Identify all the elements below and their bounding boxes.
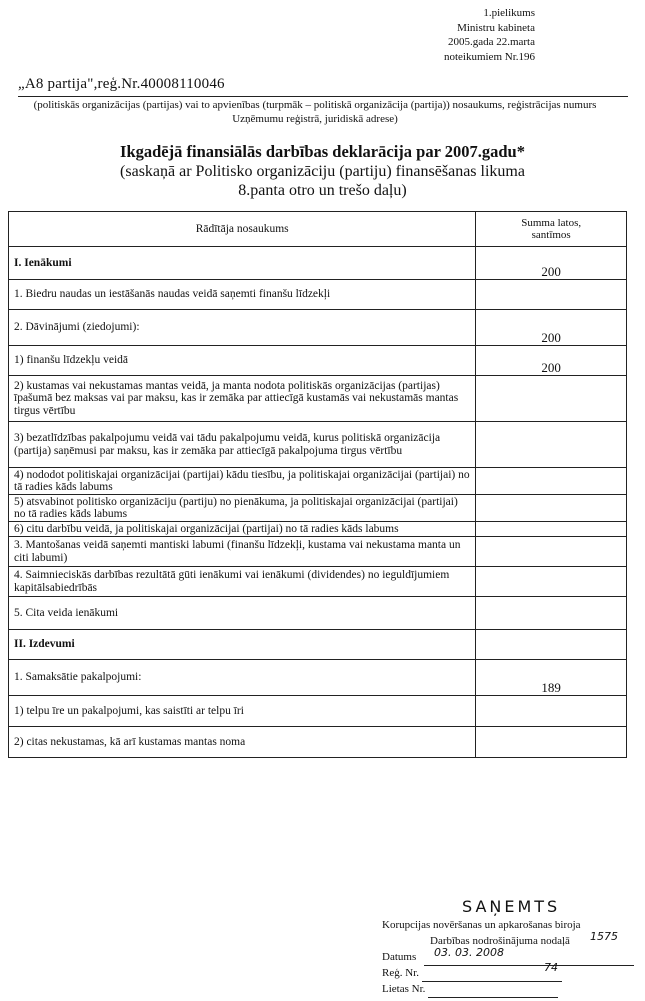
stamp-case-label: Lietas Nr. [382, 983, 426, 995]
row-name: 3. Mantošanas veidā saņemti mantiski labumi (finanšu līdzekļi, kustama vai nekustama manta un citi labumi) [9, 537, 476, 567]
table-row [9, 376, 627, 422]
row-value [476, 376, 627, 422]
header-indicator-name: Rādītāja nosaukums [9, 212, 476, 247]
row-name: 1. Biedru naudas un iestāšanās naudas veidā saņemti finanšu līdzekļi [9, 280, 476, 310]
annex-line: Ministru kabineta [457, 21, 535, 34]
row-name: 2. Dāvinājumi (ziedojumi): [9, 310, 476, 346]
document-subtitle [0, 162, 645, 200]
row-value: 200 [476, 346, 627, 376]
subtitle-line: (saskaņā ar Politisko organizāciju (partiju) finansēšanas likuma [120, 163, 525, 180]
table-row [9, 247, 627, 280]
row-name: 1) telpu īre un pakalpojumi, kas saistīti ar telpu īri [9, 696, 476, 727]
stamp-department: Darbības nodrošinājuma nodaļā [430, 935, 570, 947]
row-name: 2) citas nekustamas, kā arī kustamas mantas noma [9, 727, 476, 758]
row-value [476, 422, 627, 468]
row-name: 6) citu darbību veidā, ja politiskajai organizācijai (partijai) no tā radies kāds labums [9, 522, 476, 537]
row-value [476, 522, 627, 537]
document-title: Ikgadējā finansiālās darbības deklarācija par 2007.gadu* [120, 142, 525, 161]
header-sum-line: Summa latos, [521, 217, 582, 229]
stamp-date-label: Datums [382, 951, 417, 963]
table-row [9, 280, 627, 310]
stamp-title: SAŅEMTS [462, 897, 561, 916]
row-value [476, 280, 627, 310]
header-sum [476, 212, 627, 247]
stamp-date-value: 03. 03. 2008 [434, 946, 504, 959]
subtitle-line: 8.panta otro un trešo daļu) [238, 182, 407, 199]
annex-line: 1.pielikums [483, 7, 535, 19]
declaration-table [8, 211, 627, 758]
table-row [9, 630, 627, 660]
table-row [9, 522, 627, 537]
table-row [9, 346, 627, 376]
row-name: 3) bezatlīdzības pakalpojumu veidā vai tādu pakalpojumu veidā, kurus politiskā organizācija (partija) saņēmusi par maksu, kas ir zemāka par attiecīgā pakalpojuma tirgus vērtību [9, 422, 476, 468]
row-name: 4) nododot politiskajai organizācijai (partijai) kādu tiesību, ja politiskajai organizācijai (partijai) no tā radies kāds labums [9, 468, 476, 495]
row-name: I. Ienākumi [9, 247, 476, 280]
stamp-reg-label: Reģ. Nr. [382, 967, 419, 979]
header-sum-line: santīmos [531, 229, 571, 241]
stamp-date-line [424, 965, 634, 966]
table-row [9, 660, 627, 696]
row-value: 200 [476, 247, 627, 280]
row-name: 4. Saimnieciskās darbības rezultātā gūti ienākumi vai ienākumi (dividendes) no ieguldījumiem kapitālsabiedrībās [9, 567, 476, 597]
row-name: 5. Cita veida ienākumi [9, 597, 476, 630]
annex-line: noteikumiem Nr.196 [443, 50, 535, 63]
table-row [9, 597, 627, 630]
row-name: 1) finanšu līdzekļu veidā [9, 346, 476, 376]
table-row [9, 537, 627, 567]
table-row [9, 727, 627, 758]
row-value [476, 468, 627, 495]
row-value [476, 630, 627, 660]
table-row [9, 422, 627, 468]
stamp-case-line [428, 997, 558, 998]
row-name: II. Izdevumi [9, 630, 476, 660]
row-value: 189 [476, 660, 627, 696]
row-value [476, 537, 627, 567]
annex-line: 2005.gada 22.marta [447, 36, 535, 48]
annex-reference [385, 6, 535, 64]
row-value [476, 597, 627, 630]
stamp-pages-value: 74 [544, 961, 558, 974]
row-value [476, 696, 627, 727]
party-underline [18, 96, 628, 97]
table-row [9, 696, 627, 727]
row-value: 200 [476, 310, 627, 346]
party-note: (politiskās organizācijas (partijas) vai to apvienības (turpmāk – politiskā organizācija (partija)) nosaukums, reģistrācijas numurs Uzņēmumu reģistrā, juridiskā adrese) [33, 99, 597, 125]
row-value [476, 727, 627, 758]
party-name: „A8 partija",reģ.Nr.40008110046 [18, 76, 225, 92]
table-row [9, 468, 627, 495]
table-row [9, 567, 627, 597]
table-row [9, 310, 627, 346]
row-name: 2) kustamas vai nekustamas mantas veidā, ja manta nodota politiskās organizācijas (partijas) īpašumā bez maksas vai par maksu, kas ir zemāka par attiecīgā kustamās vai nekustamās mantas tirgus vērtību [9, 376, 476, 422]
stamp-reg-line [422, 981, 562, 982]
row-name: 1. Samaksātie pakalpojumi: [9, 660, 476, 696]
table-header-row [9, 212, 627, 247]
stamp-reg-value: 1575 [590, 930, 618, 943]
row-value [476, 495, 627, 522]
row-name: 5) atsvabinot politisko organizāciju (partiju) no pienākuma, ja politiskajai organizācijai (partijai) no tā radies kāds labums [9, 495, 476, 522]
table-row [9, 495, 627, 522]
stamp-office: Korupcijas novēršanas un apkarošanas biroja [382, 919, 581, 931]
row-value [476, 567, 627, 597]
